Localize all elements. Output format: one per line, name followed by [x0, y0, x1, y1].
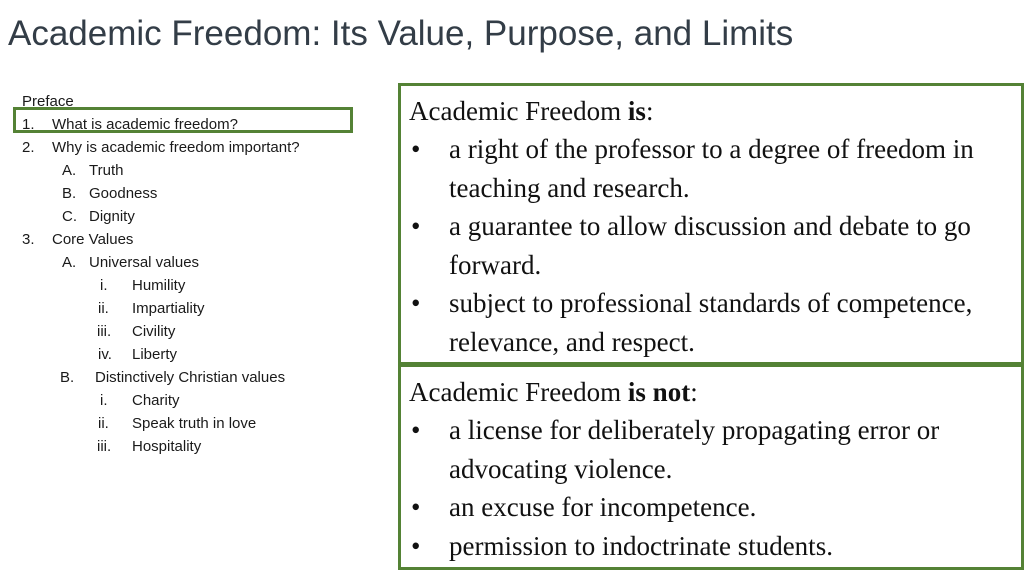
outline-item-marker: C. — [62, 208, 77, 225]
is-not-bullet-list — [409, 411, 1021, 565]
outline-item-marker: 1. — [22, 116, 35, 133]
bullet-icon: • — [411, 492, 421, 522]
bullet-icon: • — [411, 134, 421, 164]
is-definition-panel — [398, 83, 1024, 365]
is-bullet-text: subject to professional standards of competence, relevance, and respect. — [449, 288, 973, 357]
outline-item-label: Humility — [132, 277, 186, 294]
is-bullet-text: a right of the professor to a degree of freedom in teaching and research. — [449, 134, 974, 203]
outline-item-label: Goodness — [89, 185, 158, 202]
is-bullet-text: a guarantee to allow discussion and debate to go forward. — [449, 211, 971, 280]
bullet-icon: • — [411, 288, 421, 318]
outline-item-marker: i. — [100, 392, 108, 409]
outline-item-label: Truth — [89, 162, 124, 179]
is-bullet-item — [409, 207, 1021, 284]
outline-item-marker: i. — [100, 277, 108, 294]
outline-item-marker: B. — [60, 369, 75, 386]
is-not-heading-emphasis: is not — [627, 377, 691, 407]
outline-item-label: Charity — [132, 392, 180, 409]
outline-item-label: What is academic freedom? — [52, 116, 238, 133]
outline-item-label: Liberty — [132, 346, 178, 363]
outline-item-marker: 3. — [22, 231, 35, 248]
is-bullet-list — [409, 130, 1021, 361]
is-not-bullet-item — [409, 411, 1021, 488]
is-not-bullet-text: permission to indoctrinate students. — [449, 530, 833, 561]
bullet-icon: • — [411, 530, 421, 561]
is-not-heading-lead: Academic Freedom — [409, 377, 628, 407]
is-bullet-item — [409, 130, 1021, 207]
outline-item-marker: A. — [62, 162, 77, 179]
outline-item-label: Impartiality — [132, 300, 205, 317]
outline-item-label: Preface — [22, 93, 74, 110]
outline-item-label: Hospitality — [132, 438, 202, 455]
outline-item-label: Core Values — [52, 231, 134, 248]
is-not-definition-panel — [398, 364, 1024, 570]
outline-item-label: Universal values — [89, 254, 200, 271]
is-heading-lead: Academic Freedom — [409, 96, 628, 126]
outline-item-marker: 2. — [22, 139, 35, 156]
outline-item-marker: iii. — [97, 438, 112, 455]
is-not-panel-heading — [409, 373, 1021, 411]
outline-item-label: Dignity — [89, 208, 135, 225]
is-bullet-item — [409, 284, 1021, 361]
outline-item-label: Distinctively Christian values — [95, 369, 286, 386]
outline-item-marker: iii. — [97, 323, 112, 340]
is-heading-emphasis: is — [627, 96, 646, 126]
is-panel-heading — [409, 92, 1021, 130]
outline-item-label: Speak truth in love — [132, 415, 257, 432]
is-heading-colon: : — [645, 96, 654, 126]
is-not-bullet-text: a license for deliberately propagating error or advocating violence. — [449, 415, 940, 484]
slide-title: Academic Freedom: Its Value, Purpose, and Limits — [8, 14, 794, 53]
is-not-bullet-item — [409, 527, 1021, 566]
is-not-heading-colon: : — [690, 377, 698, 407]
outline-item-marker: iv. — [98, 346, 112, 363]
outline-item-label: Civility — [132, 323, 176, 340]
outline-item-label: Why is academic freedom important? — [52, 139, 300, 156]
bullet-icon: • — [411, 415, 421, 445]
outline-item-marker: A. — [62, 254, 77, 271]
outline-item-marker: ii. — [98, 415, 109, 432]
outline-item-marker: B. — [62, 185, 77, 202]
outline-item-marker: ii. — [98, 300, 109, 317]
is-not-bullet-text: an excuse for incompetence. — [449, 492, 757, 522]
bullet-icon: • — [411, 211, 421, 241]
is-not-bullet-item — [409, 488, 1021, 527]
